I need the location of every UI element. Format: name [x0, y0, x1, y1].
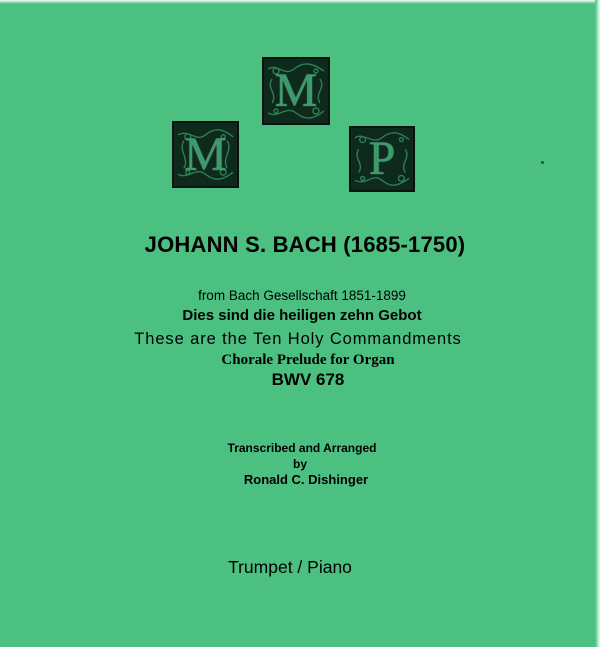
logo-letter-m-left [172, 121, 239, 188]
logo-letter: P [368, 132, 396, 185]
credit-transcribed: Transcribed and Arranged [227, 441, 377, 455]
logo-letter-p-right [349, 126, 415, 192]
source-edition: from Bach Gesellschaft 1851-1899 [198, 288, 406, 303]
instrumentation: Trumpet / Piano [228, 557, 352, 577]
catalog-number: BWV 678 [271, 370, 345, 389]
scan-edge-top [0, 0, 600, 4]
composer-heading: JOHANN S. BACH (1685-1750) [144, 232, 466, 257]
german-title: Dies sind die heiligen zehn Gebot [182, 307, 422, 324]
logo-letter: M [184, 127, 227, 181]
scan-speck [541, 161, 544, 164]
logo-letter-m-top [262, 57, 330, 125]
work-subtitle: Chorale Prelude for Organ [221, 352, 395, 368]
logo-letter: M [274, 64, 318, 117]
credit-by: by [292, 457, 307, 471]
arranger-name: Ronald C. Dishinger [243, 472, 369, 487]
english-title: These are the Ten Holy Commandments [134, 330, 462, 348]
